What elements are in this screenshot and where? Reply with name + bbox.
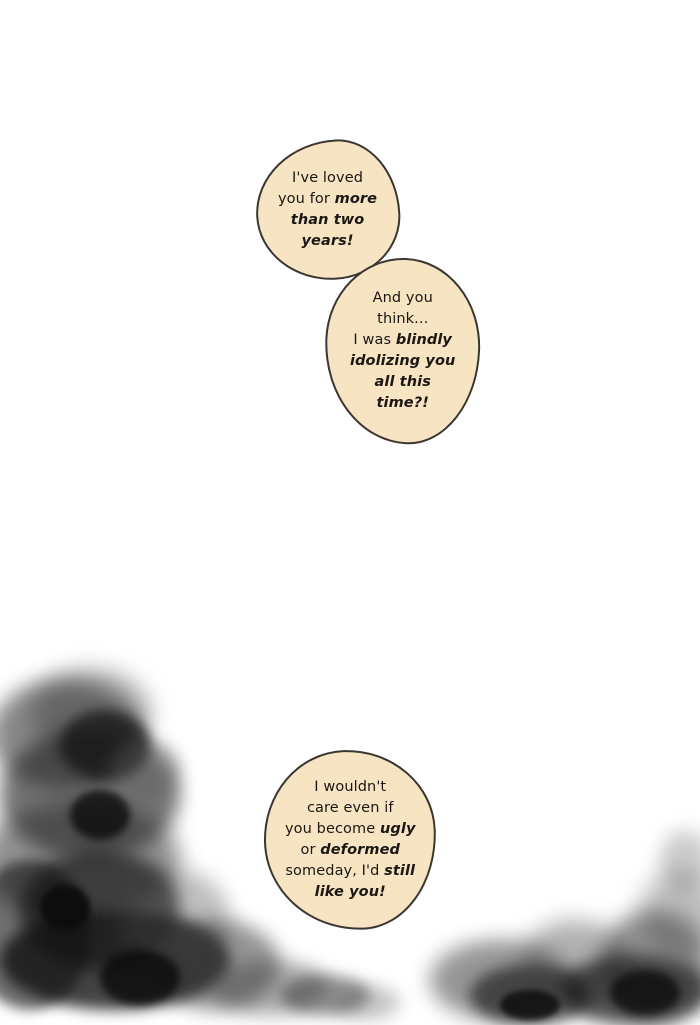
speech-bubble-2 xyxy=(322,255,483,446)
speech-bubble-3 xyxy=(261,747,439,933)
speech-bubble-2-text: And you think... I was blindly idolizing you all this time?! xyxy=(349,289,456,412)
speech-bubble-1-text: I've loved you for more than two years! xyxy=(278,169,378,250)
speech-bubble-3-text: I wouldn't care even if you become ugly or deformed someday, I'd still like you! xyxy=(284,778,416,901)
